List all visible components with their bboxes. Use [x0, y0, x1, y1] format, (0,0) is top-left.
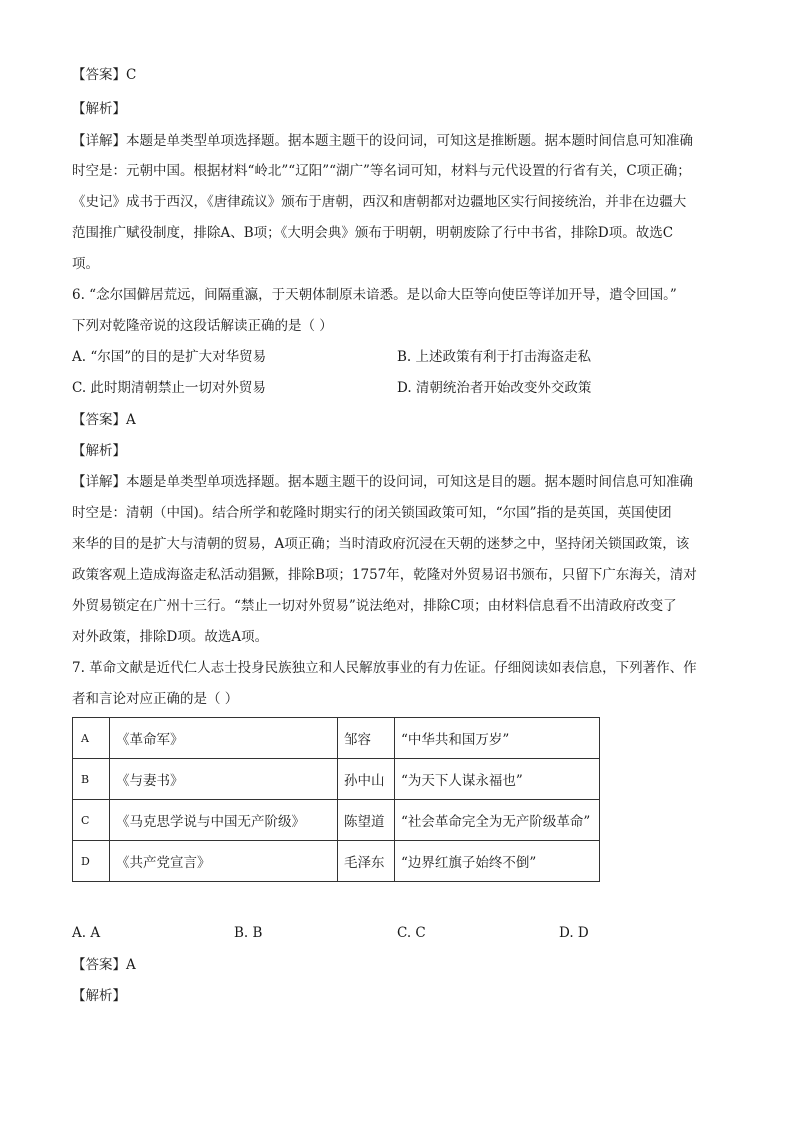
q5-detail-line: 项。	[72, 256, 99, 272]
q6-detail-line: 来华的目的是扩大与清朝的贸易，A项正确；当时清政府沉浸在天朝的迷梦之中，坚持闭关锁国政策，该	[72, 536, 690, 552]
table-cell-quote: “边界红旗子始终不倒”	[395, 841, 600, 882]
q5-detail-line: 范围推广赋役制度，排除A、B项；《大明会典》颁布于明朝，明朝废除了行中书省，排除D项。故选C	[72, 225, 674, 241]
q6-stem-line: 6. “念尔国僻居荒远，间隔重瀛，于天朝体制原未谙悉。是以命大臣等向使臣等详加开导，遣令回国。”	[72, 287, 677, 303]
answer-value: A	[126, 957, 136, 973]
table-cell-author: 毛泽东	[338, 841, 395, 882]
answer-label: 【答案】	[72, 67, 126, 83]
q5-detail-line: 时空是：元朝中国。根据材料“岭北”“辽阳”“湖广”等名词可知，材料与元代设置的行省有关，C项正确；	[72, 163, 691, 179]
q6-option-d: D. 清朝统治者开始改变外交政策	[397, 380, 592, 396]
table-cell-letter: D	[73, 841, 110, 882]
table-cell-quote: “社会革命完全为无产阶级革命”	[395, 800, 600, 841]
q7-option-d: D. D	[559, 925, 589, 941]
q5-detail-line: 《史记》成书于西汉，《唐律疏议》颁布于唐朝，西汉和唐朝都对边疆地区实行间接统治，并非在边疆大	[72, 194, 687, 210]
table-cell-work: 《共产党宣言》	[110, 841, 338, 882]
table-row	[73, 759, 600, 800]
q5-answer	[72, 65, 136, 85]
q7-analysis-label: 【解析】	[72, 988, 126, 1004]
answer-label: 【答案】	[72, 412, 126, 428]
q6-option-c: C. 此时期清朝禁止一切对外贸易	[72, 380, 266, 396]
q6-stem-line: 下列对乾隆帝说的这段话解读正确的是（ ）	[72, 318, 333, 334]
q5-analysis-label: 【解析】	[72, 101, 126, 117]
table-row	[73, 718, 600, 759]
q7-stem-line: 者和言论对应正确的是（ ）	[72, 691, 239, 707]
q6-analysis-label: 【解析】	[72, 443, 126, 459]
table-cell-author: 孙中山	[338, 759, 395, 800]
q6-detail-line: 【详解】本题是单类型单项选择题。据本题主题干的设问词，可知这是目的题。据本题时间信息可知准确	[72, 474, 693, 490]
table-cell-author: 陈望道	[338, 800, 395, 841]
q7-answer	[72, 955, 136, 975]
q6-answer	[72, 410, 136, 430]
table-cell-letter: C	[73, 800, 110, 841]
table-row	[73, 800, 600, 841]
answer-value: C	[126, 67, 137, 83]
table-cell-quote: “中华共和国万岁”	[395, 718, 600, 759]
table-row	[73, 841, 600, 882]
q5-detail-line: 【详解】本题是单类型单项选择题。据本题主题干的设问词，可知这是推断题。据本题时间信息可知准确	[72, 133, 693, 149]
table-cell-work: 《马克思学说与中国无产阶级》	[110, 800, 338, 841]
table-cell-quote: “为天下人谋永福也”	[395, 759, 600, 800]
table-cell-work: 《与妻书》	[110, 759, 338, 800]
answer-label: 【答案】	[72, 957, 126, 973]
table-cell-letter: A	[73, 718, 110, 759]
q6-detail-line: 时空是：清朝（中国)。结合所学和乾隆时期实行的闭关锁国政策可知，“尔国”指的是英国，英国使团	[72, 505, 672, 521]
table-cell-work: 《革命军》	[110, 718, 338, 759]
table-cell-author: 邹容	[338, 718, 395, 759]
q6-option-a: A. “尔国”的目的是扩大对华贸易	[72, 349, 267, 365]
q6-detail-line: 对外政策，排除D项。故选A项。	[72, 629, 269, 645]
table-cell-letter: B	[73, 759, 110, 800]
q6-option-b: B. 上述政策有利于打击海盗走私	[397, 349, 592, 365]
q7-table	[72, 717, 600, 882]
answer-value: A	[126, 412, 136, 428]
q7-option-a: A. A	[72, 925, 101, 941]
q7-option-b: B. B	[234, 925, 263, 941]
q6-detail-line: 政策客观上造成海盗走私活动猖獗，排除B项；1757年，乾隆对外贸易诏书颁布，只留下广东海关，清对	[72, 567, 697, 583]
q6-detail-line: 外贸易锁定在广州十三行。“禁止一切对外贸易”说法绝对，排除C项；由材料信息看不出清政府改变了	[72, 598, 677, 614]
q7-option-c: C. C	[397, 925, 426, 941]
q7-stem-line: 7. 革命文献是近代仁人志士投身民族独立和人民解放事业的有力佐证。仔细阅读如表信息，下列著作、作	[72, 660, 697, 676]
